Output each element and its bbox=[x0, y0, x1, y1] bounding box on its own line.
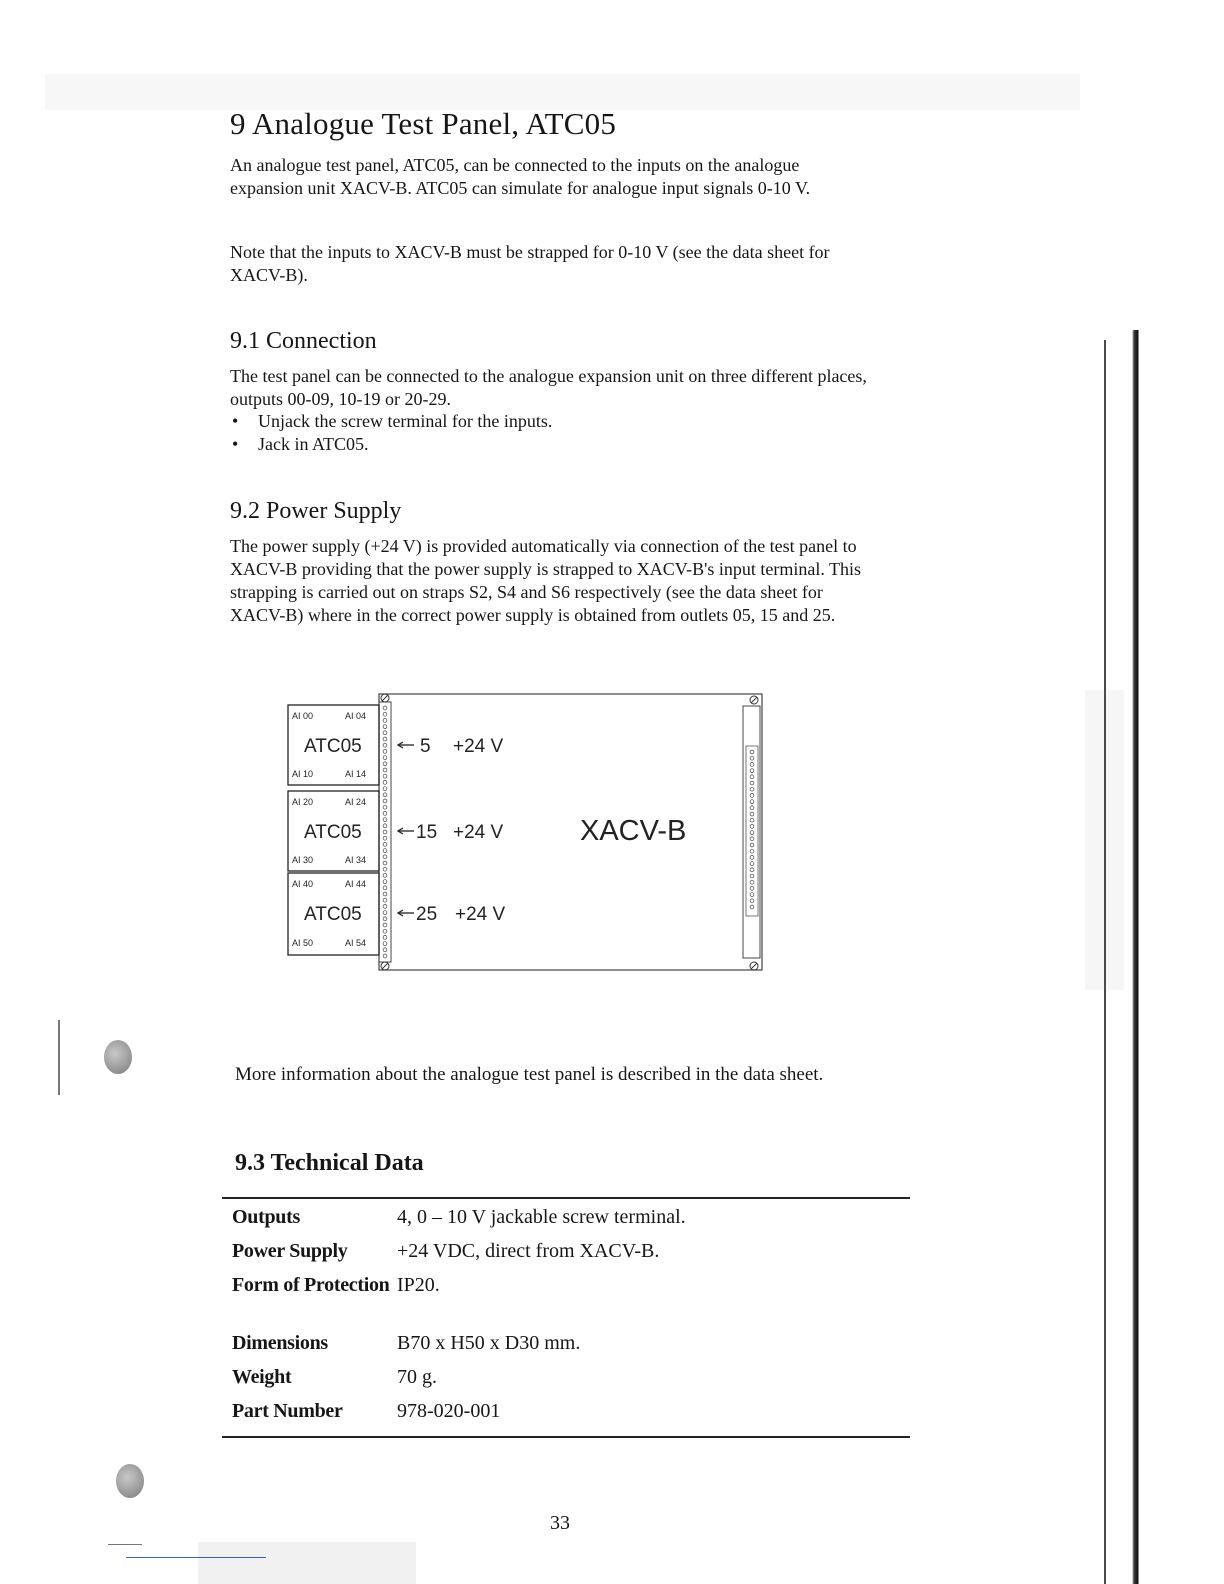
terminal-hole bbox=[383, 812, 387, 816]
channel-label: AI 00 bbox=[292, 711, 314, 721]
terminal-hole bbox=[750, 874, 754, 878]
terminal-hole bbox=[750, 843, 754, 847]
scan-shading bbox=[45, 74, 1080, 110]
table-top-rule bbox=[222, 1197, 910, 1199]
panel-name: ATC05 bbox=[304, 736, 362, 757]
terminal-hole bbox=[383, 836, 387, 840]
list-item: • Unjack the screw terminal for the inputs. bbox=[230, 410, 552, 433]
terminal-hole bbox=[383, 743, 387, 747]
terminal-hole bbox=[750, 781, 754, 785]
channel-label: AI 50 bbox=[292, 938, 314, 948]
terminal-hole bbox=[383, 886, 387, 890]
terminal-hole bbox=[383, 712, 387, 716]
terminal-hole bbox=[383, 768, 387, 772]
terminal-hole bbox=[383, 843, 387, 847]
terminal-hole bbox=[383, 849, 387, 853]
right-terminal-holes bbox=[750, 750, 754, 909]
terminal-hole bbox=[750, 800, 754, 804]
terminal-hole bbox=[383, 805, 387, 809]
connection-diagram bbox=[280, 688, 770, 978]
terminal-hole bbox=[750, 775, 754, 779]
right-terminal-strip bbox=[743, 706, 760, 958]
terminal-hole bbox=[383, 756, 387, 760]
terminal-hole bbox=[383, 781, 387, 785]
panel-name: ATC05 bbox=[304, 822, 362, 843]
spec-value: IP20. bbox=[397, 1274, 440, 1296]
connection-heading: 9.1 Connection bbox=[230, 328, 377, 354]
spec-label: Dimensions bbox=[232, 1332, 328, 1354]
table-bottom-rule bbox=[222, 1436, 910, 1438]
left-terminal-holes bbox=[383, 706, 387, 958]
channel-label: AI 44 bbox=[345, 879, 367, 889]
terminal-hole bbox=[383, 936, 387, 940]
outlet-number: 25 bbox=[416, 904, 438, 925]
terminal-hole bbox=[383, 867, 387, 871]
terminal-hole bbox=[750, 763, 754, 767]
voltage-label: +24 V bbox=[453, 822, 504, 843]
terminal-hole bbox=[383, 923, 387, 927]
terminal-hole bbox=[383, 762, 387, 766]
terminal-hole bbox=[383, 898, 387, 902]
terminal-hole bbox=[383, 861, 387, 865]
terminal-hole bbox=[750, 787, 754, 791]
spec-label: Part Number bbox=[232, 1400, 343, 1422]
terminal-hole bbox=[383, 892, 387, 896]
terminal-hole bbox=[383, 774, 387, 778]
table-row bbox=[232, 1205, 877, 1239]
spec-label: Weight bbox=[232, 1366, 292, 1388]
page-number: 33 bbox=[550, 1512, 570, 1534]
list-item: • Jack in ATC05. bbox=[230, 433, 552, 456]
spec-value: 70 g. bbox=[397, 1366, 437, 1388]
terminal-hole bbox=[750, 868, 754, 872]
atc05-panel-2 bbox=[288, 791, 504, 871]
channel-label: AI 14 bbox=[345, 769, 367, 779]
terminal-hole bbox=[383, 731, 387, 735]
terminal-hole bbox=[750, 905, 754, 909]
table-row bbox=[232, 1399, 877, 1433]
terminal-hole bbox=[750, 837, 754, 841]
terminal-hole bbox=[383, 719, 387, 723]
page-title: 9 Analogue Test Panel, ATC05 bbox=[230, 106, 617, 141]
terminal-hole bbox=[750, 756, 754, 760]
power-supply-heading: 9.2 Power Supply bbox=[230, 498, 402, 524]
channel-label: AI 40 bbox=[292, 879, 314, 889]
channel-label: AI 34 bbox=[345, 855, 367, 865]
voltage-label: +24 V bbox=[453, 736, 504, 757]
table-row bbox=[232, 1273, 877, 1331]
channel-label: AI 20 bbox=[292, 797, 314, 807]
channel-label: AI 04 bbox=[345, 711, 367, 721]
atc05-panel-3 bbox=[288, 873, 506, 955]
terminal-hole bbox=[750, 806, 754, 810]
terminal-hole bbox=[383, 799, 387, 803]
voltage-label: +24 V bbox=[455, 904, 506, 925]
xacv-b-label: XACV-B bbox=[580, 815, 687, 847]
terminal-hole bbox=[383, 954, 387, 958]
terminal-hole bbox=[383, 830, 387, 834]
diagram-drawing bbox=[280, 688, 770, 978]
page-binding-edge bbox=[1124, 330, 1224, 1584]
terminal-hole bbox=[383, 793, 387, 797]
terminal-hole bbox=[750, 831, 754, 835]
terminal-hole bbox=[750, 862, 754, 866]
spec-value: 978-020-001 bbox=[397, 1400, 501, 1422]
spec-value: +24 VDC, direct from XACV-B. bbox=[397, 1240, 660, 1262]
terminal-hole bbox=[383, 824, 387, 828]
connection-paragraph: The test panel can be connected to the analogue expansion unit on three different places, outputs 00-09, 10-19 or 20-29. bbox=[230, 366, 867, 409]
channel-label: AI 30 bbox=[292, 855, 314, 865]
terminal-hole bbox=[383, 787, 387, 791]
technical-data-table bbox=[232, 1205, 877, 1433]
terminal-hole bbox=[750, 856, 754, 860]
terminal-hole bbox=[383, 942, 387, 946]
table-row bbox=[232, 1365, 877, 1399]
terminal-hole bbox=[383, 948, 387, 952]
more-info-paragraph: More information about the analogue test panel is described in the data sheet. bbox=[235, 1064, 824, 1085]
terminal-hole bbox=[383, 818, 387, 822]
table-row bbox=[232, 1239, 877, 1273]
terminal-hole bbox=[750, 812, 754, 816]
terminal-hole bbox=[383, 874, 387, 878]
note-paragraph: Note that the inputs to XACV-B must be strapped for 0-10 V (see the data sheet for XACV-B). bbox=[230, 242, 830, 285]
channel-label: AI 24 bbox=[345, 797, 367, 807]
terminal-hole bbox=[383, 706, 387, 710]
connection-steps bbox=[230, 410, 552, 456]
intro-paragraph: An analogue test panel, ATC05, can be connected to the inputs on the analogue expansion unit XACV-B. ATC05 can simulate for analogue input signals 0-10 V. bbox=[230, 155, 811, 198]
punch-hole bbox=[104, 1040, 132, 1074]
terminal-hole bbox=[750, 818, 754, 822]
terminal-hole bbox=[383, 929, 387, 933]
terminal-hole bbox=[383, 911, 387, 915]
spec-value: 4, 0 – 10 V jackable screw terminal. bbox=[397, 1206, 686, 1228]
outlet-number: 5 bbox=[420, 736, 431, 757]
atc05-panel-1 bbox=[288, 705, 504, 785]
punch-hole bbox=[116, 1464, 144, 1498]
terminal-hole bbox=[383, 725, 387, 729]
spec-label: Power Supply bbox=[232, 1240, 348, 1262]
technical-data-heading: 9.3 Technical Data bbox=[235, 1150, 424, 1176]
margin-mark bbox=[108, 1544, 142, 1545]
channel-label: AI 10 bbox=[292, 769, 314, 779]
spec-label: Outputs bbox=[232, 1206, 300, 1228]
terminal-hole bbox=[383, 905, 387, 909]
spec-label: Form of Protection bbox=[232, 1274, 390, 1296]
terminal-hole bbox=[383, 737, 387, 741]
margin-mark bbox=[126, 1557, 266, 1558]
spec-value: B70 x H50 x D30 mm. bbox=[397, 1332, 581, 1354]
page-binding-edge bbox=[1104, 340, 1106, 1584]
channel-label: AI 54 bbox=[345, 938, 367, 948]
panel-name: ATC05 bbox=[304, 904, 362, 925]
table-row bbox=[232, 1331, 877, 1365]
terminal-hole bbox=[750, 769, 754, 773]
terminal-hole bbox=[750, 750, 754, 754]
terminal-hole bbox=[383, 855, 387, 859]
terminal-hole bbox=[750, 849, 754, 853]
terminal-hole bbox=[750, 880, 754, 884]
terminal-hole bbox=[383, 917, 387, 921]
terminal-hole bbox=[750, 825, 754, 829]
terminal-hole bbox=[750, 899, 754, 903]
terminal-hole bbox=[750, 893, 754, 897]
scan-shading bbox=[198, 1542, 416, 1584]
terminal-hole bbox=[750, 794, 754, 798]
power-supply-paragraph: The power supply (+24 V) is provided automatically via connection of the test panel to XACV-B providing that the power supply is strapped to XACV-B's input terminal. This strapping is carried out on straps S2, S4 and S6 respectively (see the data sheet for XACV-B) where in the correct power supply is obtained from outlets 05, 15 and 25. bbox=[230, 536, 862, 625]
terminal-hole bbox=[383, 880, 387, 884]
terminal-hole bbox=[383, 750, 387, 754]
margin-mark bbox=[58, 1020, 60, 1095]
outlet-number: 15 bbox=[416, 822, 438, 843]
terminal-hole bbox=[750, 887, 754, 891]
